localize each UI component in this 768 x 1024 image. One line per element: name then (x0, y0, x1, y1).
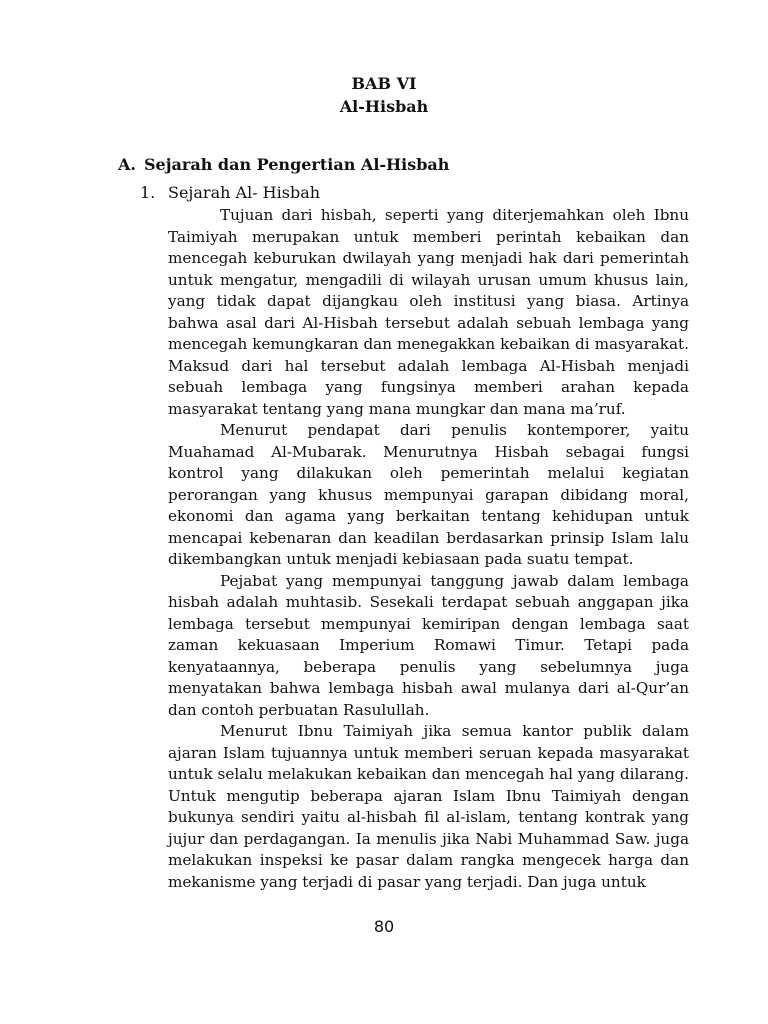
chapter-title: Al-Hisbah (339, 97, 429, 116)
page-number: 80 (373, 917, 395, 936)
subsection-marker: 1. (140, 183, 156, 202)
paragraph-4: Menurut Ibnu Taimiyah jika semua kantor publik dalam ajaran Islam tujuannya untuk memberi seruan kepada masyarakat untuk selalu melakukan kebaikan dan mencegah hal yang dilarang. Untuk mengutip beberapa ajaran Islam Ibnu Taimiyah dengan bukunya sendiri yaitu al-hisbah fil al-islam, tentang kontrak yang jujur dan perdagangan. Ia menulis jika Nabi Muhammad Saw. juga melakukan inspeksi ke pasar dalam rangka mengecek harga dan mekanisme yang terjadi di pasar yang terjadi. Dan juga untuk (168, 722, 689, 891)
paragraph-1: Tujuan dari hisbah, seperti yang diterjemahkan oleh Ibnu Taimiyah merupakan untuk memberi perintah kebaikan dan mencegah keburukan dwilayah yang menjadi hak dari pemerintah untuk mengatur, mengadili di wilayah urusan umum khusus lain, yang tidak dapat dijangkau oleh institusi yang biasa. Artinya bahwa asal dari Al-Hisbah tersebut adalah sebuah lembaga yang mencegah kemungkaran dan menegakkan kebaikan di masyarakat. Maksud dari hal tersebut adalah lembaga Al-Hisbah menjadi sebuah lembaga yang fungsinya memberi arahan kepada masyarakat tentang yang mana mungkar dan mana ma’ruf. (168, 206, 689, 418)
body-text (168, 205, 689, 893)
subsection-title: Sejarah Al- Hisbah (168, 183, 321, 202)
paragraph-2: Menurut pendapat dari penulis kontemporer, yaitu Muahamad Al-Mubarak. Menurutnya Hisbah sebagai fungsi kontrol yang dilakukan oleh pemerintah melalui kegiatan perorangan yang khusus mempunyai garapan dibidang moral, ekonomi dan agama yang berkaitan tentang kehidupan untuk mencapai kebenaran dan keadilan berdasarkan prinsip Islam lalu dikembangkan untuk menjadi kebiasaan pada suatu tempat. (168, 421, 689, 568)
section-title: Sejarah dan Pengertian Al-Hisbah (144, 155, 450, 174)
section-marker: A. (118, 155, 136, 174)
subsection-heading (140, 182, 320, 204)
paragraph-3: Pejabat yang mempunyai tanggung jawab dalam lembaga hisbah adalah muhtasib. Sesekali terdapat sebuah anggapan jika lembaga tersebut mempunyai kemiripan dengan lembaga saat zaman kekuasaan Imperium Romawi Timur. Tetapi pada kenyataannya, beberapa penulis yang sebelumnya juga menyatakan bahwa lembaga hisbah awal mulanya dari al-Qur’an dan contoh perbuatan Rasulullah. (168, 571, 689, 719)
section-heading (118, 154, 449, 176)
chapter-number: BAB VI (351, 74, 417, 93)
